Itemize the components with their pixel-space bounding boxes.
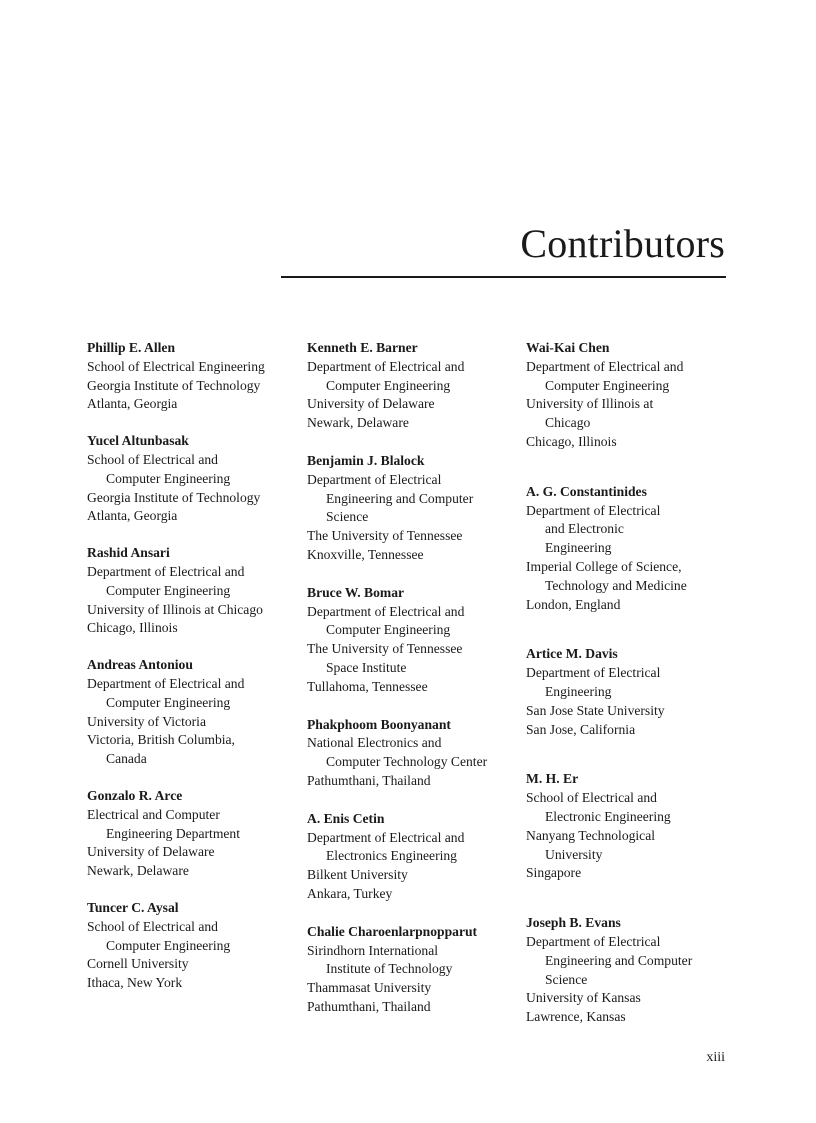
affiliation-line: Chicago, Illinois [87, 620, 178, 636]
affiliation-line: Newark, Delaware [87, 863, 189, 879]
affiliation-line: Sirindhorn International Institute of Technology [307, 942, 453, 977]
contributor-name: Joseph B. Evans [526, 915, 621, 931]
affiliation-line: Pathumthani, Thailand [307, 998, 431, 1014]
contributor-name: Wai-Kai Chen [526, 340, 610, 355]
affiliation-line: Department of Electrical Engineering [526, 665, 661, 699]
contributors-column-2 [307, 339, 517, 1036]
contributor-name: Chalie Charoenlarpnopparut [307, 923, 478, 939]
affiliation-line: National Electronics and Computer Technology Center [307, 735, 488, 770]
contributor-name: A. G. Constantinides [526, 483, 647, 499]
affiliation-line: San Jose State University [526, 702, 665, 718]
contributors-column-1 [87, 339, 297, 1011]
affiliation-line: University of Victoria [87, 713, 206, 729]
affiliation-line: Atlanta, Georgia [87, 508, 178, 524]
contributor-name: Artice M. Davis [526, 646, 618, 662]
affiliation-line: University of Illinois at Chicago [87, 601, 263, 617]
contributor-entry [307, 716, 517, 791]
contributor-entry [307, 923, 517, 1017]
affiliation-line: Chicago, Illinois [526, 433, 617, 449]
contributors-column-3 [526, 339, 736, 1058]
contributor-entry [87, 899, 297, 993]
affiliation-line: London, England [526, 596, 621, 612]
contributor-entry [526, 645, 736, 739]
affiliation-line: Ankara, Turkey [307, 885, 393, 901]
affiliation-line: Department of Electrical and Computer Engineering [87, 675, 245, 710]
contributor-entry [307, 452, 517, 565]
affiliation-line: The University of Tennessee Space Institute [307, 641, 463, 675]
affiliation-line: Lawrence, Kansas [526, 1009, 626, 1025]
contributor-entry [87, 339, 297, 414]
affiliation-line: School of Electrical and Computer Engineering [87, 918, 231, 953]
contributor-entry [526, 339, 736, 452]
contributor-entry [307, 810, 517, 904]
contributor-entry [87, 544, 297, 638]
contributor-name: Benjamin J. Blalock [307, 452, 425, 468]
contributor-entry [307, 584, 517, 697]
affiliation-line: Georgia Institute of Technology [87, 489, 261, 505]
contributor-name: Phillip E. Allen [87, 340, 176, 355]
page-number: xiii [706, 1050, 725, 1065]
affiliation-line: Thammasat University [307, 980, 432, 996]
contributor-name: Gonzalo R. Arce [87, 787, 183, 803]
contributor-entry [87, 656, 297, 769]
contributor-name: Yucel Altunbasak [87, 433, 189, 449]
affiliation-line: Department of Electrical Engineering and Computer Science [307, 471, 474, 525]
contributor-entry [87, 787, 297, 881]
affiliation-line: University of Illinois at Chicago [526, 396, 654, 431]
affiliation-line: Tullahoma, Tennessee [307, 678, 428, 694]
affiliation-line: Cornell University [87, 956, 189, 972]
affiliation-line: Department of Electrical and Computer Engineering [307, 358, 465, 393]
contributor-name: Andreas Antoniou [87, 657, 193, 673]
contributor-name: Kenneth E. Barner [307, 340, 418, 355]
affiliation-line: Bilkent University [307, 867, 408, 883]
affiliation-line: The University of Tennessee [307, 528, 463, 544]
affiliation-line: Pathumthani, Thailand [307, 772, 431, 788]
affiliation-line: Department of Electrical and Electronics Engineering [307, 829, 465, 864]
affiliation-line: Department of Electrical and Computer Engineering [526, 358, 684, 393]
affiliation-line: University of Delaware [87, 844, 215, 860]
contributor-entry [526, 914, 736, 1027]
affiliation-line: Nanyang Technological University [526, 827, 656, 862]
contributor-entry [526, 483, 736, 615]
affiliation-line: University of Kansas [526, 990, 641, 1006]
contributor-name: A. Enis Cetin [307, 810, 385, 826]
affiliation-line: Victoria, British Columbia, Canada [87, 732, 235, 767]
affiliation-line: Electrical and Computer Engineering Department [87, 806, 240, 841]
affiliation-line: Department of Electrical and Computer Engineering [87, 563, 245, 598]
page-title: Contributors [520, 221, 725, 266]
affiliation-line: Department of Electrical Engineering and Computer Science [526, 933, 693, 987]
title-rule [281, 276, 726, 278]
affiliation-line: Department of Electrical and Computer Engineering [307, 603, 465, 638]
contributor-entry [87, 432, 297, 526]
contributor-entry [307, 339, 517, 433]
contributor-name: M. H. Er [526, 771, 579, 787]
contributor-name: Rashid Ansari [87, 545, 170, 561]
affiliation-line: San Jose, California [526, 721, 636, 737]
affiliation-line: School of Electrical and Computer Engineering [87, 451, 231, 486]
affiliation-line: School of Electrical and Electronic Engineering [526, 790, 671, 824]
contributor-name: Bruce W. Bomar [307, 584, 405, 600]
affiliation-line: Singapore [526, 865, 582, 881]
affiliation-line: University of Delaware [307, 396, 435, 412]
contributor-name: Phakphoom Boonyanant [307, 716, 451, 732]
affiliation-line: Knoxville, Tennessee [307, 546, 424, 562]
affiliation-line: Department of Electrical and Electronic Engineering [526, 502, 661, 556]
affiliation-line: Atlanta, Georgia [87, 396, 178, 412]
contributor-name: Tuncer C. Aysal [87, 899, 179, 915]
affiliation-line: Newark, Delaware [307, 415, 409, 431]
affiliation-line: Imperial College of Science, Technology and Medicine [526, 558, 687, 593]
affiliation-line: Ithaca, New York [87, 975, 183, 991]
affiliation-line: Georgia Institute of Technology [87, 377, 261, 393]
contributor-entry [526, 770, 736, 883]
affiliation-line: School of Electrical Engineering [87, 358, 265, 374]
